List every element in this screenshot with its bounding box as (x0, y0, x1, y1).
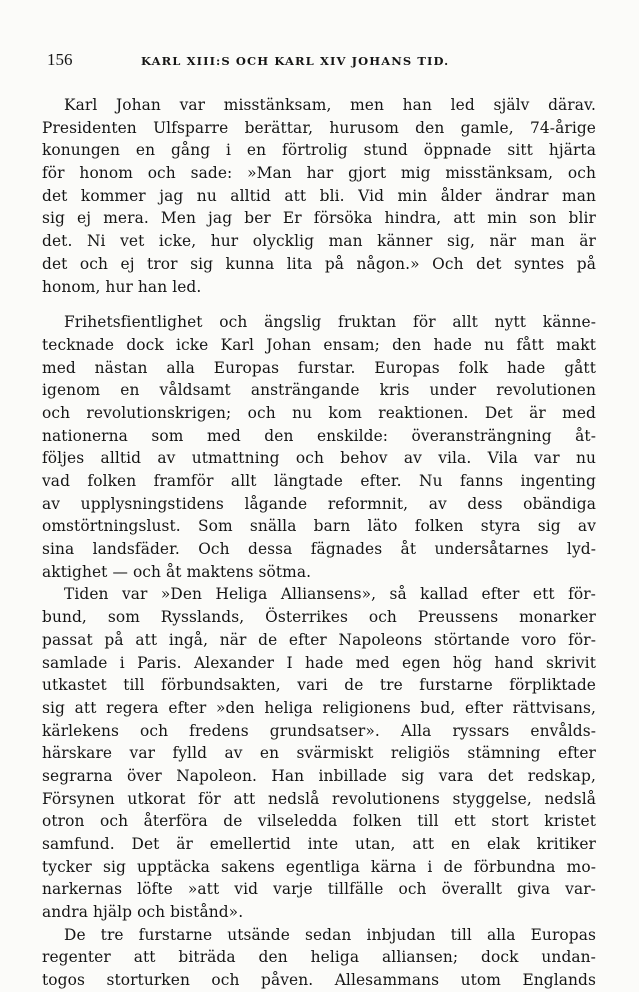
text-line: igenom en våldsamt ansträngande kris under revolutionen (42, 381, 596, 400)
text-line: segrarna över Napoleon. Han inbillade sig vara det redskap, (42, 766, 596, 785)
text-line: honom, hur han led. (42, 277, 202, 296)
paragraph (42, 94, 596, 298)
text-line: utkastet till förbundsakten, vari de tre furstarne förpliktade (42, 676, 596, 695)
text-line: Karl Johan var misstänksam, men han led själv därav. (64, 96, 596, 114)
body-text (42, 94, 596, 992)
text-line: Försynen utkorat för att nedslå revolutionens styggelse, nedslå (42, 789, 596, 808)
text-line: kärlekens och fredens grundsatser». Alla ryssars envålds- (42, 721, 596, 740)
paragraph (42, 311, 596, 583)
text-line: nationerna som med den enskilde: överansträngning åt- (42, 426, 596, 445)
text-line: sig ej mera. Men jag ber Er försöka hindra, att min son blir (42, 209, 596, 228)
text-line: följes alltid av utmattning och behov av vila. Vila var nu (42, 449, 596, 468)
text-line: för honom och sade: »Man har gjort mig misstänksam, och (42, 164, 596, 183)
text-line: härskare var fylld av en svärmiskt religiös stämning efter (42, 744, 596, 763)
text-line: tycker sig upptäcka sakens egentliga kärna i de förbundna mo- (42, 857, 596, 876)
paragraph (42, 924, 596, 992)
text-line: bund, som Rysslands, Österrikes och Preussens monarker (42, 608, 596, 627)
text-line: passat på att ingå, när de efter Napoleons störtande voro för- (42, 630, 596, 649)
text-line: med nästan alla Europas furstar. Europas folk hade gått (42, 358, 596, 377)
text-line: konungen en gång i en förtrolig stund öppnade sitt hjärta (42, 141, 596, 160)
text-line: samfund. Det är emellertid inte utan, att en elak kritiker (42, 835, 596, 853)
text-line: otron och återföra de vilseledda folken till ett stort kristet (42, 812, 596, 831)
paragraph (42, 583, 596, 923)
text-line: sig att regera efter »den heliga religionens bud, efter rättvisans, (42, 698, 596, 717)
text-line: tecknade dock icke Karl Johan ensam; den hade nu fått makt (42, 335, 596, 354)
text-line: De tre furstarne utsände sedan inbjudan till alla Europas (64, 925, 596, 944)
text-line: Frihetsfientlighet och ängslig fruktan för allt nytt känne- (64, 313, 596, 332)
paragraph-gap (42, 298, 596, 311)
text-line: det kommer jag nu alltid att bli. Vid min ålder ändrar man (42, 186, 596, 205)
text-line: vad folken framför allt längtade efter. Nu fanns ingenting (42, 472, 596, 490)
text-line: regenter att biträda den heliga alliansen; dock undan- (42, 948, 596, 967)
text-line: Tiden var »Den Heliga Alliansens», så kallad efter ett för- (64, 585, 596, 604)
text-line: aktighet — och åt maktens sötma. (42, 562, 312, 581)
text-line: det och ej tror sig kunna lita på någon.» Och det syntes på (42, 254, 596, 273)
text-line: av upplysningstidens lågande reformnit, av dess obändiga (42, 494, 596, 513)
chapter-title: KARL XIII:S OCH KARL XIV JOHANS TID. (141, 54, 450, 68)
text-line: omstörtningslust. Som snälla barn läto folken styra sig av (42, 517, 596, 536)
running-head (47, 50, 587, 70)
text-line: samlade i Paris. Alexander I hade med egen hög hand skrivit (42, 653, 596, 672)
text-line: narkernas löfte »att vid varje tillfälle och överallt giva var- (42, 880, 596, 899)
text-line: sina landsfäder. Och dessa fägnades åt undersåtarnes lyd- (42, 540, 596, 559)
text-line: andra hjälp och bistånd». (42, 903, 244, 922)
text-line: togos storturken och påven. Allesammans utom Englands (42, 971, 596, 990)
text-line: Presidenten Ulfsparre berättar, hurusom den gamle, 74-årige (42, 118, 596, 137)
text-line: det. Ni vet icke, hur olycklig man känner sig, när man är (42, 232, 596, 251)
page-number: 156 (47, 50, 73, 69)
text-line: och revolutionskrigen; och nu kom reaktionen. Det är med (42, 403, 596, 422)
